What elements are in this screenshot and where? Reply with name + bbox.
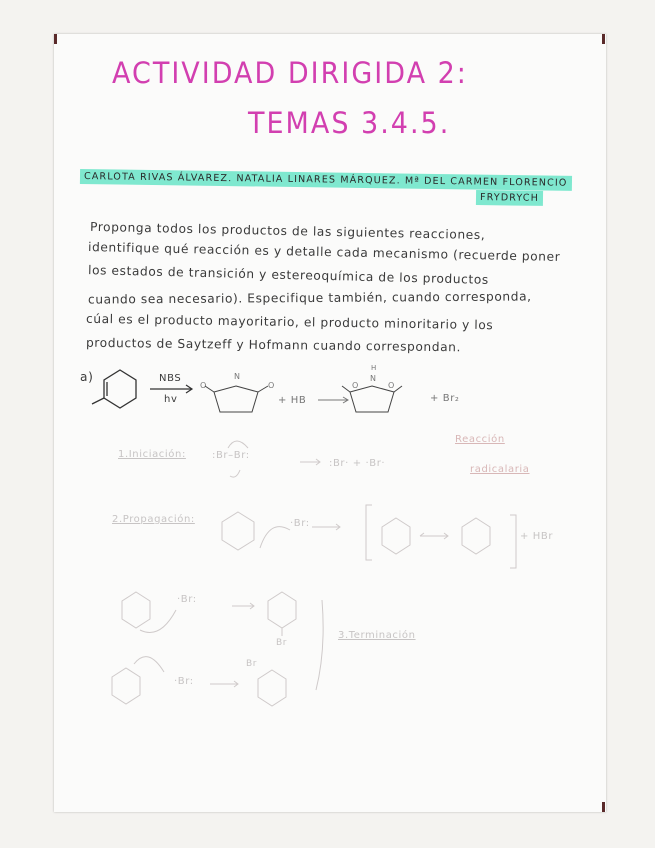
reaction-arrow-2 [318,397,348,403]
methylcyclohexene-structure [92,370,136,408]
instruction-line: identifique qué reacción es y detalle cada mecanismo (recuerde poner [87,240,561,264]
authors-line1: CARLOTA RIVAS ÁLVAREZ. NATALIA LINARES MÁRQUEZ. Mª DEL CARMEN FLORENCIO [80,169,572,191]
radical-note-line1: Reacción [455,434,505,445]
plus-hbr: + HBr [520,531,554,542]
termination-radical-1: ·Br: [177,594,197,605]
page-title-line1: ACTIVIDAD DIRIGIDA 2: [112,56,468,91]
authors-line2: FRYDRYCH [476,190,543,206]
atom-n-label: N [234,372,241,381]
plus-br2: + Br₂ [430,393,460,404]
step-propagation-label: 2.Propagación: [112,514,195,525]
step-termination-label: 3.Terminación [338,630,416,641]
reaction-label: a) [80,370,94,384]
condition-label: hv [164,394,178,405]
initiation-arrows [228,441,320,477]
instruction-line: cúal es el producto mayoritario, el producto minoritario y los [85,311,494,333]
reaction-arrow [150,385,192,393]
step-initiation-label: 1.Iniciación: [118,449,186,460]
atom-o-label: O [268,381,275,390]
termination-br-label: Br [246,659,258,669]
nbs-structure [205,386,268,412]
atom-o-label: O [388,381,395,390]
succinimide-structure [342,386,402,412]
atom-h-label: H [371,364,377,372]
propagation-radical: ·Br: [290,518,310,529]
propagation-structures [222,505,516,568]
termination-structures [112,592,323,706]
radical-note-line2: radicalaria [470,464,530,475]
page-title-line2: TEMAS 3.4.5. [248,106,451,141]
instruction-line: productos de Saytzeff y Hofmann cuando correspondan. [85,335,462,355]
reagent-label: NBS [159,373,182,384]
atom-o-label: O [352,381,359,390]
initiation-species: :Br–Br: [212,450,250,461]
instruction-line: cuando sea necesario). Especifique también, cuando corresponda, [87,289,532,307]
instruction-line: los estados de transición y estereoquímica de los productos [87,263,489,287]
atom-o-label: O [200,381,207,390]
atom-n-label: N [370,374,377,383]
plus-hb: + HB [278,395,307,406]
termination-br-label: Br [276,638,288,648]
termination-radical-2: ·Br: [174,676,194,687]
initiation-products: :Br· + ·Br· [329,458,386,469]
instruction-line: Proponga todos los productos de las siguientes reacciones, [89,219,486,243]
